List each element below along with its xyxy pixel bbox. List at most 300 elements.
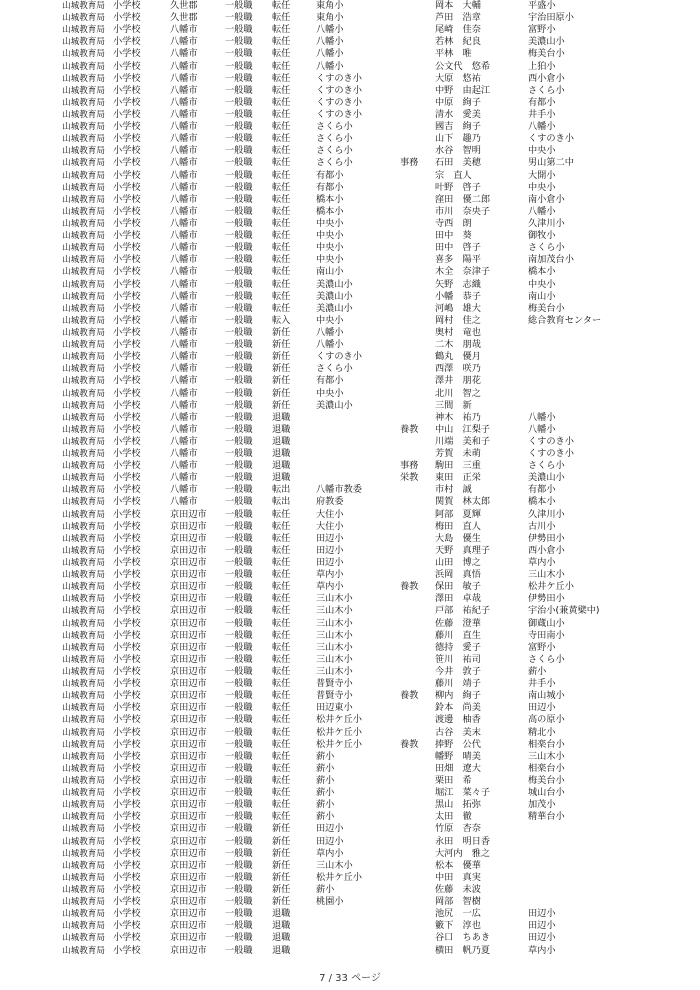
bureau-cell: 山城教育局 — [62, 533, 105, 544]
job-category-cell: 一般職 — [225, 472, 253, 484]
municipality-cell: 八幡市 — [170, 133, 198, 145]
new-school-cell: 南山小 — [316, 266, 344, 278]
table-row — [62, 145, 662, 157]
person-name-cell: 横田 帆乃夏 — [435, 944, 491, 956]
table-row — [62, 24, 662, 36]
job-category-cell: 一般職 — [225, 750, 253, 762]
job-category-cell: 一般職 — [225, 569, 253, 581]
previous-school-cell: 伊勢田小 — [528, 532, 565, 544]
new-school-cell: 桃園小 — [316, 896, 344, 908]
transfer-type-cell: 転任 — [272, 738, 291, 750]
person-name-cell: 窪田 優二郎 — [435, 193, 491, 205]
bureau-cell: 山城教育局 — [62, 291, 105, 302]
table-row — [62, 206, 662, 218]
transfer-type-cell: 転任 — [272, 254, 291, 266]
transfer-type-cell: 転任 — [272, 133, 291, 145]
transfer-type-cell: 転任 — [272, 302, 291, 314]
school-type-cell: 小学校 — [113, 157, 141, 169]
person-name-cell: 竹原 杏奈 — [435, 823, 481, 835]
municipality-cell: 八幡市 — [170, 339, 198, 351]
new-school-cell: さくら小 — [316, 145, 353, 157]
personnel-list — [62, 0, 662, 957]
table-row — [62, 496, 662, 508]
job-category-cell: 一般職 — [225, 932, 253, 944]
person-name-cell: 中田 真実 — [435, 871, 481, 883]
transfer-type-cell: 転任 — [272, 230, 291, 242]
previous-school-cell: 草内小 — [528, 944, 556, 956]
person-name-cell: 藤川 直生 — [435, 629, 481, 641]
table-row — [62, 363, 662, 375]
new-school-cell: 三山木小 — [316, 617, 353, 629]
table-row — [62, 787, 662, 799]
bureau-cell: 山城教育局 — [62, 921, 105, 932]
new-school-cell: 田辺小 — [316, 557, 344, 569]
bureau-cell: 山城教育局 — [62, 424, 105, 435]
person-name-cell: 澤田 卓哉 — [435, 593, 481, 605]
bureau-cell: 山城教育局 — [62, 933, 105, 944]
previous-school-cell: 八幡小 — [528, 121, 556, 133]
bureau-cell: 山城教育局 — [62, 13, 105, 24]
table-row — [62, 448, 662, 460]
person-name-cell: 宗 直人 — [435, 169, 472, 181]
transfer-type-cell: 新任 — [272, 823, 291, 835]
new-school-cell: 草内小 — [316, 569, 344, 581]
transfer-type-cell: 転任 — [272, 666, 291, 678]
school-type-cell: 小学校 — [113, 617, 141, 629]
new-school-cell: 薪小 — [316, 775, 335, 786]
bureau-cell: 山城教育局 — [62, 570, 105, 581]
school-type-cell: 小学校 — [113, 581, 141, 593]
table-row — [62, 618, 662, 630]
bureau-cell: 山城教育局 — [62, 654, 105, 665]
transfer-type-cell: 転任 — [272, 266, 291, 278]
municipality-cell: 八幡市 — [170, 205, 198, 217]
new-school-cell: さくら小 — [316, 121, 353, 133]
job-category-cell: 一般職 — [225, 169, 253, 181]
school-type-cell: 小学校 — [113, 484, 141, 496]
job-category-cell: 一般職 — [225, 557, 253, 569]
previous-school-cell: 精華台小 — [528, 811, 565, 823]
bureau-cell: 山城教育局 — [62, 751, 105, 762]
bureau-cell: 山城教育局 — [62, 485, 105, 496]
person-name-cell: 若林 紀良 — [435, 36, 481, 48]
table-row — [62, 85, 662, 97]
transfer-type-cell: 新任 — [272, 387, 291, 399]
table-row — [62, 605, 662, 617]
transfer-type-cell: 新任 — [272, 326, 291, 338]
new-school-cell: 薪小 — [316, 883, 335, 895]
table-row — [62, 230, 662, 242]
person-name-cell: 中山 江梨子 — [435, 423, 491, 435]
previous-school-cell: 上狛小 — [528, 60, 556, 72]
school-type-cell: 小学校 — [113, 666, 141, 678]
bureau-cell: 山城教育局 — [62, 255, 105, 266]
previous-school-cell: 精北小 — [528, 726, 556, 738]
table-row — [62, 254, 662, 266]
table-row — [62, 751, 662, 763]
municipality-cell: 八幡市 — [170, 193, 198, 205]
previous-school-cell: 南山城小 — [528, 690, 565, 702]
transfer-type-cell: 退職 — [272, 460, 291, 472]
new-school-cell: 東角小 — [316, 12, 344, 24]
previous-school-cell: 田辺小 — [528, 908, 556, 920]
person-name-cell: 鈴本 尚美 — [435, 702, 481, 714]
table-row — [62, 400, 662, 412]
transfer-type-cell: 転任 — [272, 24, 291, 36]
municipality-cell: 八幡市 — [170, 387, 198, 399]
table-row — [62, 36, 662, 48]
transfer-type-cell: 転任 — [272, 726, 291, 738]
job-category-cell: 一般職 — [225, 193, 253, 205]
position-cell: 事務 — [400, 157, 419, 169]
bureau-cell: 山城教育局 — [62, 461, 105, 472]
municipality-cell: 京田辺市 — [170, 908, 207, 920]
transfer-type-cell: 新任 — [272, 883, 291, 895]
previous-school-cell: 西小倉小 — [528, 72, 565, 84]
job-category-cell: 一般職 — [225, 460, 253, 472]
job-category-cell: 一般職 — [225, 423, 253, 435]
school-type-cell: 小学校 — [113, 0, 141, 11]
previous-school-cell: 御蔵山小 — [528, 617, 565, 629]
previous-school-cell: 中央小 — [528, 145, 556, 157]
job-category-cell: 一般職 — [225, 133, 253, 145]
job-category-cell: 一般職 — [225, 835, 253, 847]
job-category-cell: 一般職 — [225, 678, 253, 690]
new-school-cell: 三山木小 — [316, 653, 353, 665]
municipality-cell: 京田辺市 — [170, 750, 207, 762]
bureau-cell: 山城教育局 — [62, 388, 105, 399]
page-number: 7 / 33 ページ — [319, 973, 381, 984]
municipality-cell: 八幡市 — [170, 326, 198, 338]
municipality-cell: 八幡市 — [170, 121, 198, 133]
table-row — [62, 775, 662, 787]
municipality-cell: 八幡市 — [170, 266, 198, 278]
bureau-cell: 山城教育局 — [62, 606, 105, 617]
person-name-cell: 尾崎 佳奈 — [435, 24, 481, 36]
school-type-cell: 小学校 — [113, 339, 141, 351]
previous-school-cell: さくら小 — [528, 84, 565, 96]
job-category-cell: 一般職 — [225, 351, 253, 363]
job-category-cell: 一般職 — [225, 775, 253, 786]
table-row — [62, 569, 662, 581]
job-category-cell: 一般職 — [225, 84, 253, 96]
table-row — [62, 194, 662, 206]
municipality-cell: 京田辺市 — [170, 641, 207, 653]
bureau-cell: 山城教育局 — [62, 667, 105, 678]
previous-school-cell: 薪小 — [528, 666, 547, 678]
previous-school-cell: 草内小 — [528, 557, 556, 569]
municipality-cell: 京田辺市 — [170, 581, 207, 593]
school-type-cell: 小学校 — [113, 823, 141, 835]
bureau-cell: 山城教育局 — [62, 182, 105, 193]
bureau-cell: 山城教育局 — [62, 800, 105, 811]
school-type-cell: 小学校 — [113, 569, 141, 581]
previous-school-cell: 松井ケ丘小 — [528, 581, 574, 593]
person-name-cell: 岡村 佳之 — [435, 314, 481, 326]
job-category-cell: 一般職 — [225, 653, 253, 665]
transfer-type-cell: 転任 — [272, 714, 291, 726]
transfer-type-cell: 転任 — [272, 653, 291, 665]
job-category-cell: 一般職 — [225, 314, 253, 326]
job-category-cell: 一般職 — [225, 532, 253, 544]
table-row — [62, 315, 662, 327]
bureau-cell: 山城教育局 — [62, 618, 105, 629]
transfer-type-cell: 転任 — [272, 205, 291, 217]
school-type-cell: 小学校 — [113, 883, 141, 895]
transfer-type-cell: 新任 — [272, 351, 291, 363]
job-category-cell: 一般職 — [225, 762, 253, 774]
previous-school-cell: 西小倉小 — [528, 544, 565, 556]
table-row — [62, 109, 662, 121]
person-name-cell: 堀江 菜々子 — [435, 787, 491, 799]
municipality-cell: 京田辺市 — [170, 544, 207, 556]
municipality-cell: 京田辺市 — [170, 811, 207, 823]
previous-school-cell: 梅美台小 — [528, 302, 565, 314]
transfer-type-cell: 新任 — [272, 339, 291, 351]
table-row — [62, 121, 662, 133]
transfer-type-cell: 転任 — [272, 508, 291, 520]
job-category-cell: 一般職 — [225, 435, 253, 447]
job-category-cell: 一般職 — [225, 871, 253, 883]
new-school-cell: くすのき小 — [316, 108, 362, 120]
new-school-cell: 松井ケ丘小 — [316, 871, 362, 883]
transfer-type-cell: 転任 — [272, 678, 291, 690]
table-row — [62, 279, 662, 291]
municipality-cell: 八幡市 — [170, 351, 198, 363]
municipality-cell: 八幡市 — [170, 217, 198, 229]
new-school-cell: 東角小 — [316, 0, 344, 11]
job-category-cell: 一般職 — [225, 157, 253, 169]
new-school-cell: 松井ケ丘小 — [316, 738, 362, 750]
transfer-type-cell: 転任 — [272, 520, 291, 532]
bureau-cell: 山城教育局 — [62, 85, 105, 96]
municipality-cell: 京田辺市 — [170, 896, 207, 908]
school-type-cell: 小学校 — [113, 702, 141, 714]
transfer-type-cell: 転任 — [272, 775, 291, 786]
transfer-type-cell: 転任 — [272, 60, 291, 72]
job-category-cell: 一般職 — [225, 145, 253, 157]
municipality-cell: 京田辺市 — [170, 520, 207, 532]
new-school-cell: 八幡市教委 — [316, 484, 362, 496]
transfer-type-cell: 転任 — [272, 48, 291, 60]
school-type-cell: 小学校 — [113, 532, 141, 544]
person-name-cell: 栗田 希 — [435, 775, 472, 786]
job-category-cell: 一般職 — [225, 217, 253, 229]
job-category-cell: 一般職 — [225, 629, 253, 641]
previous-school-cell: 有都小 — [528, 96, 556, 108]
municipality-cell: 京田辺市 — [170, 702, 207, 714]
school-type-cell: 小学校 — [113, 36, 141, 48]
bureau-cell: 山城教育局 — [62, 37, 105, 48]
school-type-cell: 小学校 — [113, 121, 141, 133]
table-row — [62, 436, 662, 448]
new-school-cell: 田辺小 — [316, 544, 344, 556]
new-school-cell: 美濃山小 — [316, 290, 353, 302]
school-type-cell: 小学校 — [113, 254, 141, 266]
new-school-cell: 三山木小 — [316, 641, 353, 653]
municipality-cell: 京田辺市 — [170, 678, 207, 690]
school-type-cell: 小学校 — [113, 690, 141, 702]
job-category-cell: 一般職 — [225, 108, 253, 120]
municipality-cell: 京田辺市 — [170, 532, 207, 544]
person-name-cell: 関賀 林太郎 — [435, 496, 491, 508]
job-category-cell: 一般職 — [225, 278, 253, 290]
table-row — [62, 460, 662, 472]
job-category-cell: 一般職 — [225, 60, 253, 72]
table-row — [62, 702, 662, 714]
school-type-cell: 小学校 — [113, 726, 141, 738]
previous-school-cell: 南山小 — [528, 290, 556, 302]
new-school-cell: 八幡小 — [316, 48, 344, 60]
municipality-cell: 京田辺市 — [170, 859, 207, 871]
person-name-cell: 中野 由起江 — [435, 84, 491, 96]
job-category-cell: 一般職 — [225, 859, 253, 871]
bureau-cell: 山城教育局 — [62, 872, 105, 883]
municipality-cell: 久世郡 — [170, 0, 198, 11]
transfer-type-cell: 転任 — [272, 629, 291, 641]
transfer-type-cell: 転任 — [272, 544, 291, 556]
new-school-cell: 三山木小 — [316, 666, 353, 678]
transfer-type-cell: 転任 — [272, 811, 291, 823]
new-school-cell: 美濃山小 — [316, 399, 353, 411]
previous-school-cell: 富野小 — [528, 641, 556, 653]
table-row — [62, 654, 662, 666]
table-row — [62, 593, 662, 605]
transfer-type-cell: 転任 — [272, 532, 291, 544]
person-name-cell: 幡野 晴美 — [435, 750, 481, 762]
job-category-cell: 一般職 — [225, 181, 253, 193]
school-type-cell: 小学校 — [113, 678, 141, 690]
bureau-cell: 山城教育局 — [62, 739, 105, 750]
bureau-cell: 山城教育局 — [62, 715, 105, 726]
position-cell: 事務 — [400, 460, 419, 472]
table-row — [62, 690, 662, 702]
previous-school-cell: 梅美台小 — [528, 48, 565, 60]
school-type-cell: 小学校 — [113, 593, 141, 605]
transfer-type-cell: 転任 — [272, 72, 291, 84]
new-school-cell: 三山木小 — [316, 859, 353, 871]
bureau-cell: 山城教育局 — [62, 436, 105, 447]
job-category-cell: 一般職 — [225, 290, 253, 302]
municipality-cell: 京田辺市 — [170, 944, 207, 956]
transfer-type-cell: 転出 — [272, 496, 291, 508]
transfer-type-cell: 転任 — [272, 181, 291, 193]
municipality-cell: 京田辺市 — [170, 605, 207, 617]
school-type-cell: 小学校 — [113, 423, 141, 435]
previous-school-cell: 八幡小 — [528, 205, 556, 217]
new-school-cell: 中央小 — [316, 254, 344, 266]
school-type-cell: 小学校 — [113, 169, 141, 181]
school-type-cell: 小学校 — [113, 932, 141, 944]
bureau-cell: 山城教育局 — [62, 218, 105, 229]
person-name-cell: 保田 敏子 — [435, 581, 481, 593]
bureau-cell: 山城教育局 — [62, 703, 105, 714]
previous-school-cell: 久津川小 — [528, 217, 565, 229]
school-type-cell: 小学校 — [113, 448, 141, 460]
job-category-cell: 一般職 — [225, 581, 253, 593]
bureau-cell: 山城教育局 — [62, 473, 105, 484]
previous-school-cell: くすのき小 — [528, 448, 574, 460]
position-cell: 養教 — [400, 690, 419, 702]
transfer-type-cell: 転出 — [272, 484, 291, 496]
new-school-cell: 美濃山小 — [316, 278, 353, 290]
municipality-cell: 京田辺市 — [170, 508, 207, 520]
bureau-cell: 山城教育局 — [62, 679, 105, 690]
job-category-cell: 一般職 — [225, 944, 253, 956]
job-category-cell: 一般職 — [225, 36, 253, 48]
previous-school-cell: 三山木小 — [528, 750, 565, 762]
job-category-cell: 一般職 — [225, 520, 253, 532]
job-category-cell: 一般職 — [225, 908, 253, 920]
new-school-cell: くすのき小 — [316, 96, 362, 108]
bureau-cell: 山城教育局 — [62, 97, 105, 108]
school-type-cell: 小学校 — [113, 230, 141, 242]
table-row — [62, 61, 662, 73]
transfer-type-cell: 退職 — [272, 411, 291, 423]
person-name-cell: 岡本 大輔 — [435, 0, 481, 11]
table-row — [62, 666, 662, 678]
table-row — [62, 327, 662, 339]
transfer-type-cell: 退職 — [272, 920, 291, 932]
school-type-cell: 小学校 — [113, 460, 141, 472]
previous-school-cell: 伊勢田小 — [528, 593, 565, 605]
bureau-cell: 山城教育局 — [62, 558, 105, 569]
bureau-cell: 山城教育局 — [62, 1, 105, 11]
school-type-cell: 小学校 — [113, 302, 141, 314]
school-type-cell: 小学校 — [113, 508, 141, 520]
new-school-cell: 八幡小 — [316, 339, 344, 351]
new-school-cell: 薪小 — [316, 762, 335, 774]
municipality-cell: 八幡市 — [170, 36, 198, 48]
school-type-cell: 小学校 — [113, 799, 141, 811]
municipality-cell: 八幡市 — [170, 302, 198, 314]
new-school-cell: 有都小 — [316, 169, 344, 181]
person-name-cell: 澤井 朋花 — [435, 375, 481, 387]
municipality-cell: 八幡市 — [170, 24, 198, 36]
person-name-cell: 奥村 竜也 — [435, 326, 481, 338]
previous-school-cell: 田辺小 — [528, 932, 556, 944]
table-row — [62, 0, 662, 12]
bureau-cell: 山城教育局 — [62, 352, 105, 363]
school-type-cell: 小学校 — [113, 544, 141, 556]
job-category-cell: 一般職 — [225, 411, 253, 423]
transfer-type-cell: 転任 — [272, 36, 291, 48]
person-name-cell: 德持 愛子 — [435, 641, 481, 653]
municipality-cell: 京田辺市 — [170, 653, 207, 665]
new-school-cell: 田辺東小 — [316, 702, 353, 714]
table-row — [62, 642, 662, 654]
municipality-cell: 八幡市 — [170, 60, 198, 72]
previous-school-cell: 三山木小 — [528, 569, 565, 581]
job-category-cell: 一般職 — [225, 726, 253, 738]
transfer-type-cell: 転任 — [272, 605, 291, 617]
bureau-cell: 山城教育局 — [62, 340, 105, 351]
position-cell: 養教 — [400, 423, 419, 435]
job-category-cell: 一般職 — [225, 72, 253, 84]
job-category-cell: 一般職 — [225, 448, 253, 460]
school-type-cell: 小学校 — [113, 145, 141, 157]
transfer-type-cell: 退職 — [272, 472, 291, 484]
bureau-cell: 山城教育局 — [62, 521, 105, 532]
transfer-type-cell: 転任 — [272, 569, 291, 581]
person-name-cell: 柳内 絢子 — [435, 690, 481, 702]
new-school-cell: 普賢寺小 — [316, 690, 353, 702]
person-name-cell: 梅田 直人 — [435, 520, 481, 532]
school-type-cell: 小学校 — [113, 811, 141, 823]
school-type-cell: 小学校 — [113, 738, 141, 750]
table-row — [62, 860, 662, 872]
table-row — [62, 472, 662, 484]
